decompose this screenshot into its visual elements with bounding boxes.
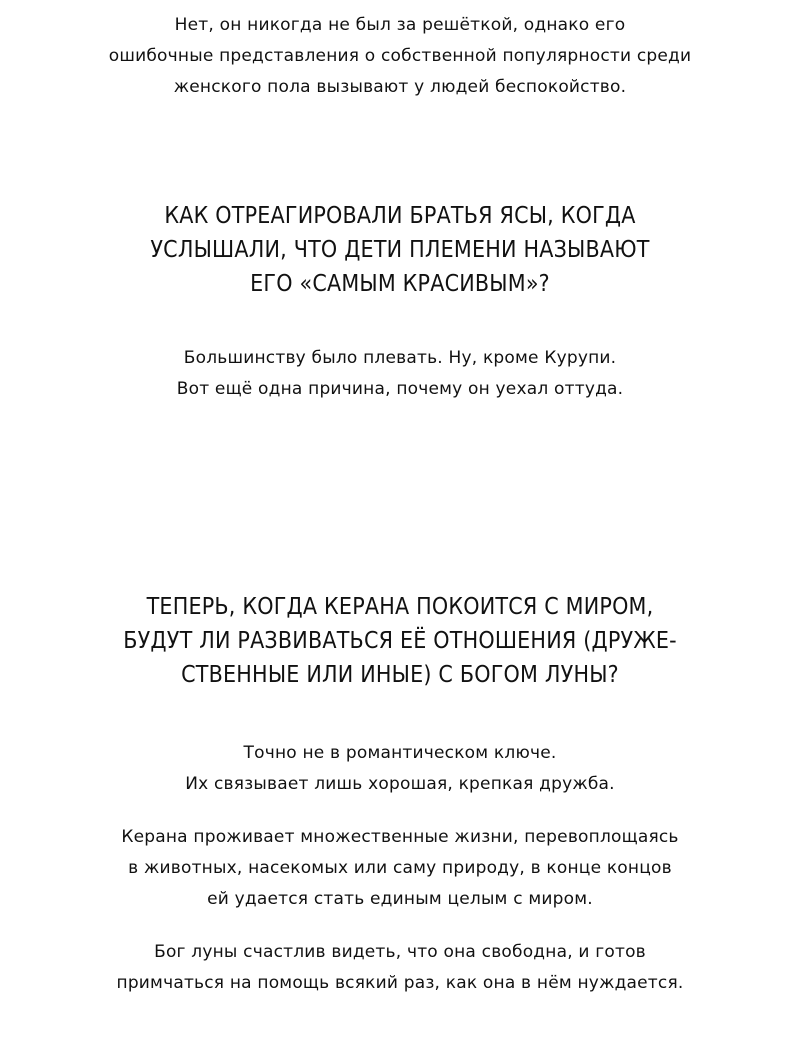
answer-line: в животных, насекомых или саму природу, в конце концов <box>128 858 672 878</box>
question-1 <box>0 199 800 301</box>
question-2 <box>0 590 800 692</box>
intro-text <box>0 10 800 103</box>
question-line: ТЕПЕРЬ, КОГДА КЕРАНА ПОКОИТСЯ С МИРОМ, <box>146 594 654 620</box>
answer-line: Большинству было плевать. Ну, кроме Курупи. <box>183 348 617 368</box>
paragraph-gap <box>0 800 800 822</box>
answer-line: Точно не в романтическом ключе. <box>243 743 557 763</box>
answer-line: Их связывает лишь хорошая, крепкая дружба. <box>185 774 615 794</box>
question-line: КАК ОТРЕАГИРОВАЛИ БРАТЬЯ ЯСЫ, КОГДА <box>164 203 636 229</box>
intro-line: ошибочные представления о собственной популярности среди <box>108 46 692 66</box>
answer-line: примчаться на помощь всякий раз, как она в нём нуждается. <box>116 973 684 993</box>
answer-line: Бог луны счастлив видеть, что она свободна, и готов <box>154 942 646 962</box>
answer-1 <box>0 343 800 405</box>
intro-line: Нет, он никогда не был за решёткой, однако его <box>174 15 626 35</box>
question-line: ЕГО «САМЫМ КРАСИВЫМ»? <box>250 271 550 297</box>
answer-line: Керана проживает множественные жизни, перевоплощаясь <box>121 827 679 847</box>
question-line: УСЛЫШАЛИ, ЧТО ДЕТИ ПЛЕМЕНИ НАЗЫВАЮТ <box>150 237 650 263</box>
answer-line: Вот ещё одна причина, почему он уехал оттуда. <box>176 379 624 399</box>
intro-line: женского пола вызывают у людей беспокойство. <box>173 77 627 97</box>
question-line: БУДУТ ЛИ РАЗВИВАТЬСЯ ЕЁ ОТНОШЕНИЯ (ДРУЖЕ- <box>123 628 677 654</box>
answer-2 <box>0 738 800 999</box>
paragraph-gap <box>0 915 800 937</box>
question-line: СТВЕННЫЕ ИЛИ ИНЫЕ) С БОГОМ ЛУНЫ? <box>181 662 619 688</box>
answer-line: ей удается стать единым целым с миром. <box>207 889 593 909</box>
